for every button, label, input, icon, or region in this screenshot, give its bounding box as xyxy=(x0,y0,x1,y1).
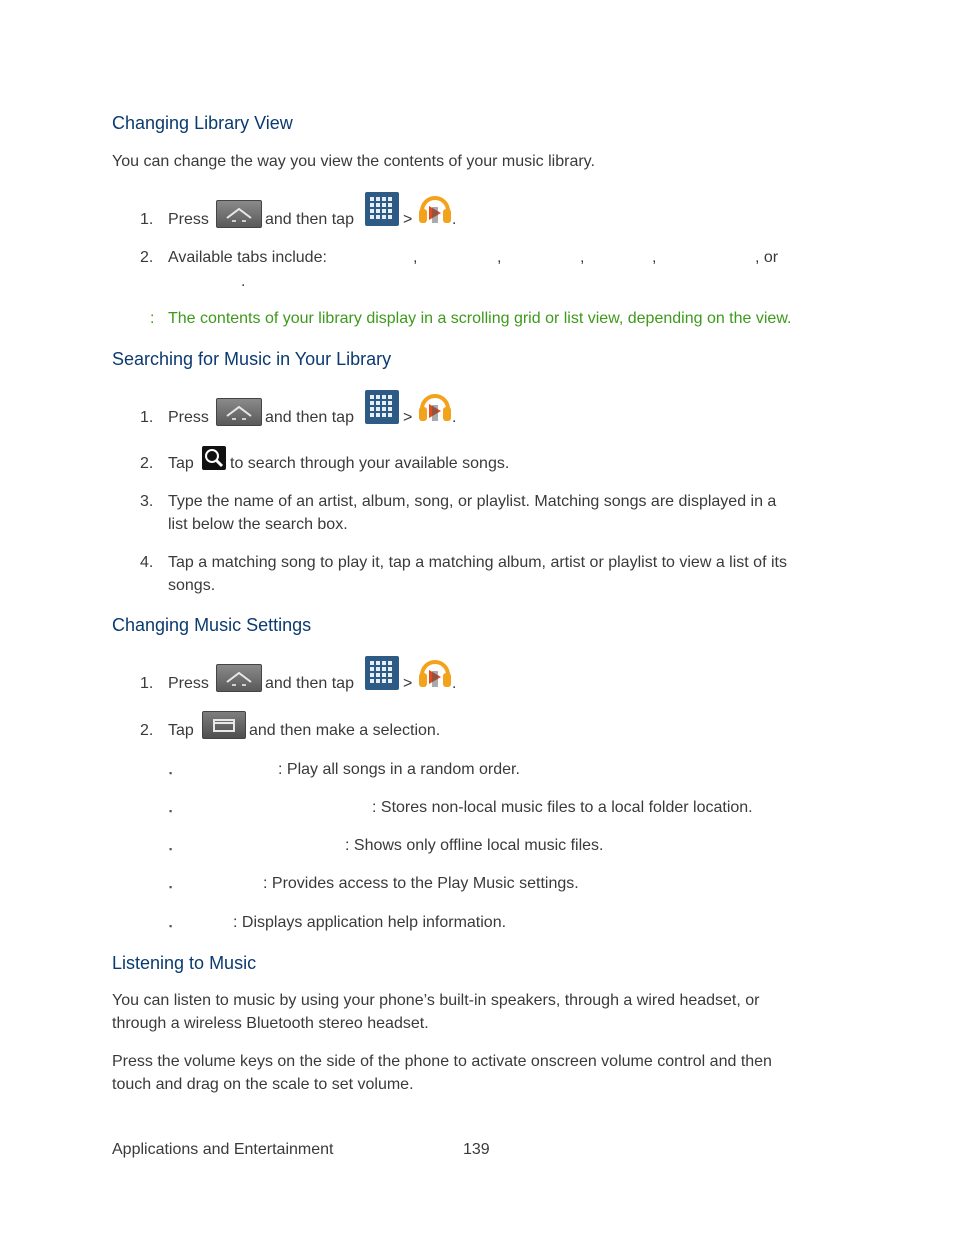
section-title-searching: Searching for Music in Your Library xyxy=(112,349,392,369)
step-number: 1. xyxy=(140,409,154,426)
step-number: 2. xyxy=(140,455,154,472)
or-label: , or xyxy=(755,249,779,266)
press-label: Press xyxy=(168,409,209,426)
option-description: : Displays application help information. xyxy=(233,914,507,931)
note-text: The contents of your library display in a scrolling grid or list view, depending on the view. xyxy=(168,310,792,327)
listening-para1-line2: through a wireless Bluetooth stereo headset. xyxy=(112,1015,429,1032)
step-number: 3. xyxy=(140,493,154,510)
press-label: Press xyxy=(168,675,209,692)
step-number: 1. xyxy=(140,211,154,228)
section-title-settings: Changing Music Settings xyxy=(112,615,312,635)
section-title-library-view: Changing Library View xyxy=(112,113,293,133)
footer-section-name: Applications and Entertainment xyxy=(112,1141,334,1158)
listening-para2-line1: Press the volume keys on the side of the phone to activate onscreen volume control and then xyxy=(112,1053,772,1070)
bullet-icon: ▪ xyxy=(169,806,173,816)
bullet-icon: ▪ xyxy=(169,882,173,892)
page-number: 139 xyxy=(463,1141,490,1158)
separator: , xyxy=(652,249,657,266)
separator: , xyxy=(580,249,585,266)
step-number: 4. xyxy=(140,554,154,571)
step-number: 2. xyxy=(140,722,154,739)
option-description: : Play all songs in a random order. xyxy=(278,761,520,778)
settings-step-text: and then make a selection. xyxy=(249,722,441,739)
play-music-icon[interactable] xyxy=(416,189,454,227)
listening-para2-line2: touch and drag on the scale to set volume. xyxy=(112,1076,414,1093)
apps-grid-icon[interactable] xyxy=(365,192,399,226)
period: . xyxy=(241,273,246,290)
step-number: 1. xyxy=(140,675,154,692)
option-description: : Stores non-local music files to a local folder location. xyxy=(372,799,753,816)
separator: , xyxy=(413,249,418,266)
bullet-icon: ▪ xyxy=(169,768,173,778)
apps-grid-icon[interactable] xyxy=(365,656,399,690)
tap-label: Tap xyxy=(168,722,194,739)
option-description: : Shows only offline local music files. xyxy=(345,837,604,854)
step-text-line2: songs. xyxy=(168,577,216,594)
gt-symbol: > xyxy=(403,409,413,426)
tap-label: Tap xyxy=(168,455,194,472)
section-title-listening: Listening to Music xyxy=(112,953,257,973)
separator: , xyxy=(497,249,502,266)
apps-grid-icon[interactable] xyxy=(365,390,399,424)
step-text-line2: list below the search box. xyxy=(168,516,348,533)
then-tap-label: and then tap xyxy=(265,409,354,426)
press-label: Press xyxy=(168,211,209,228)
play-music-icon[interactable] xyxy=(416,653,454,691)
library-intro: You can change the way you view the contents of your music library. xyxy=(112,153,595,170)
menu-key-icon[interactable] xyxy=(202,711,246,739)
home-key-icon[interactable] xyxy=(216,664,262,692)
period: . xyxy=(452,211,457,228)
home-key-icon[interactable] xyxy=(216,398,262,426)
step-text-line1: Type the name of an artist, album, song, or playlist. Matching songs are displayed in a xyxy=(168,493,777,510)
gt-symbol: > xyxy=(403,675,413,692)
search-icon[interactable] xyxy=(202,446,226,470)
period: . xyxy=(452,675,457,692)
step-text-line1: Tap a matching song to play it, tap a matching album, artist or playlist to view a list of its xyxy=(168,554,787,571)
bullet-icon: ▪ xyxy=(169,844,173,854)
then-tap-label: and then tap xyxy=(265,211,354,228)
period: . xyxy=(452,409,457,426)
search-step-text: to search through your available songs. xyxy=(230,455,510,472)
step-number: 2. xyxy=(140,249,154,266)
play-music-icon[interactable] xyxy=(416,387,454,425)
tabs-label: Available tabs include: xyxy=(168,249,327,266)
home-key-icon[interactable] xyxy=(216,200,262,228)
listening-para1-line1: You can listen to music by using your phone’s built-in speakers, through a wired headset, or xyxy=(112,992,760,1009)
bullet-icon: ▪ xyxy=(169,921,173,931)
note-colon: : xyxy=(150,310,155,327)
then-tap-label: and then tap xyxy=(265,675,354,692)
option-description: : Provides access to the Play Music settings. xyxy=(263,875,579,892)
gt-symbol: > xyxy=(403,211,413,228)
